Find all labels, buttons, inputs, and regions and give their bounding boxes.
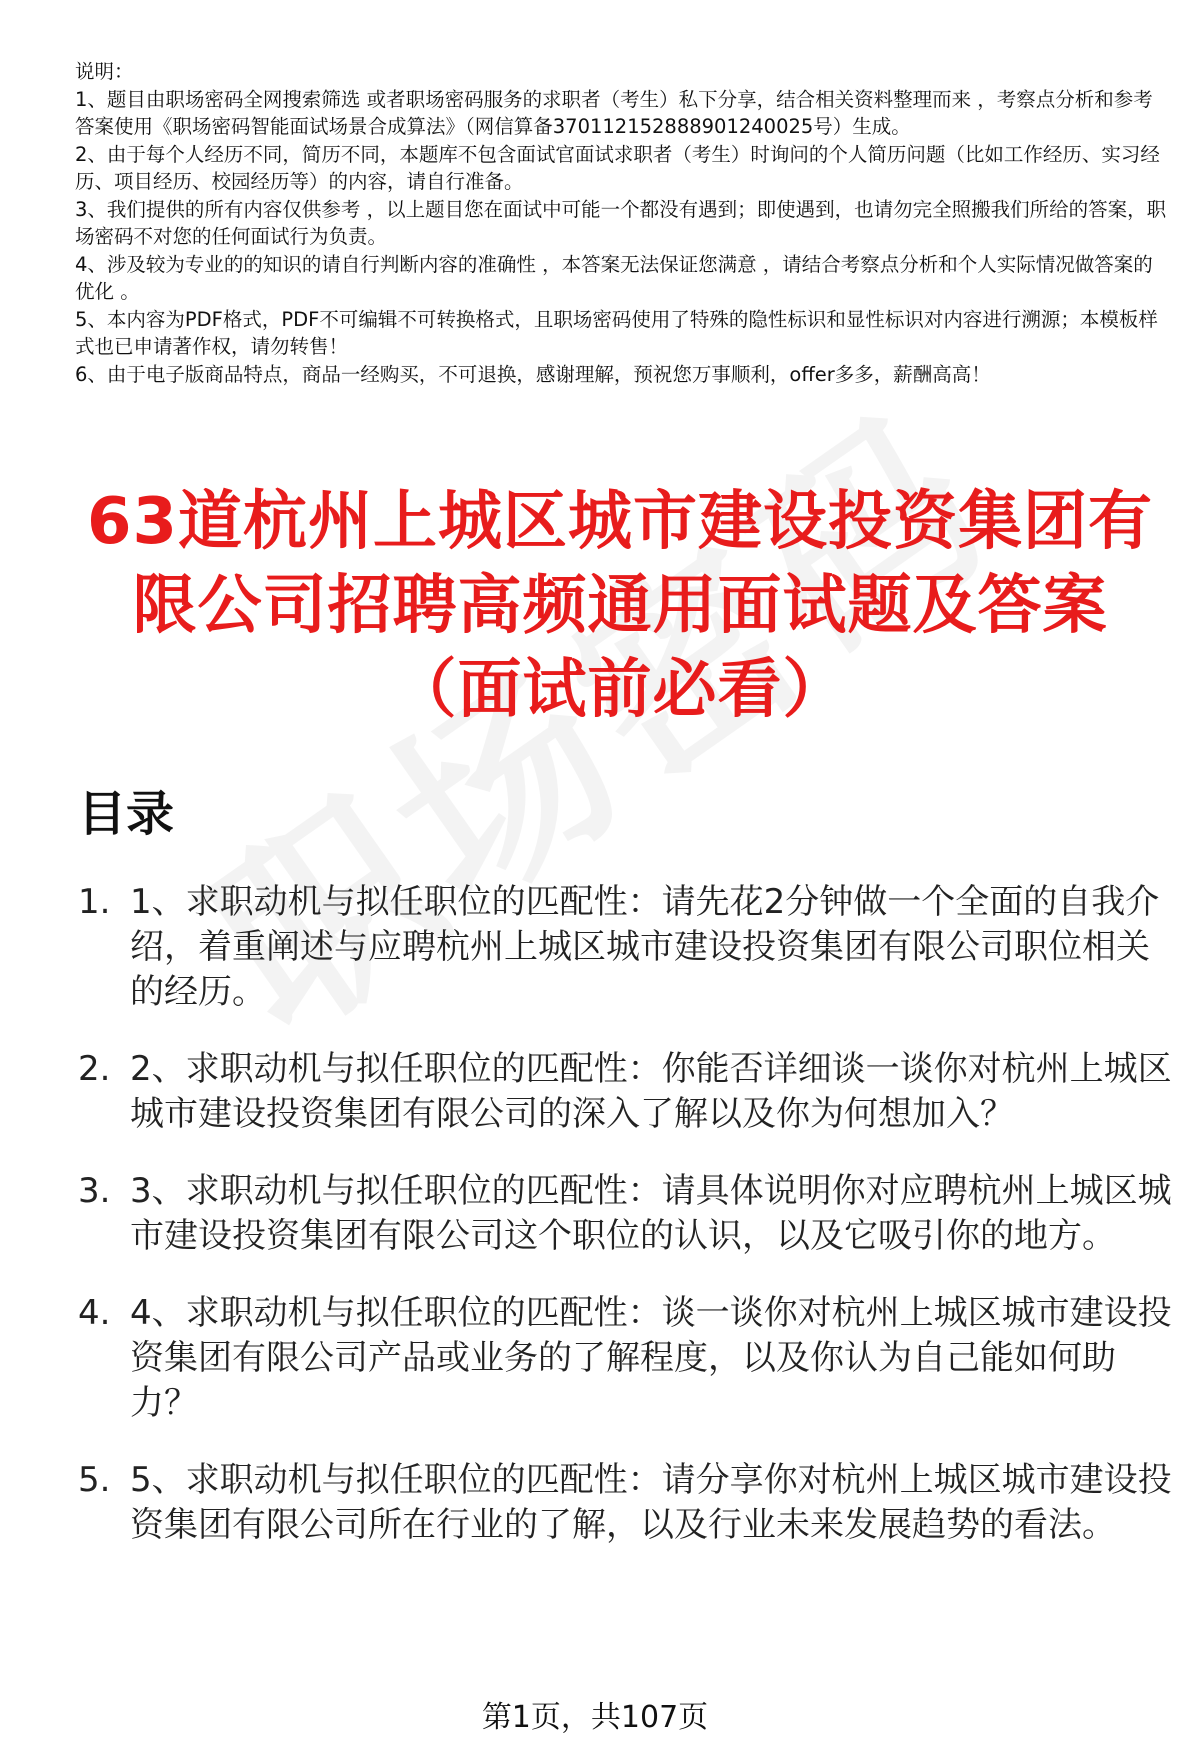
toc-item[interactable] xyxy=(78,880,1173,1015)
toc-item-text: 5、求职动机与拟任职位的匹配性：请分享你对杭州上城区城市建设投资集团有限公司所在行业的了解，以及行业未来发展趋势的看法。 xyxy=(130,1460,1172,1545)
page-number-footer: 第1页，共107页 xyxy=(481,1700,709,1735)
toc-item-number: 4. xyxy=(78,1293,111,1333)
toc-item-number: 1. xyxy=(78,882,111,922)
note-item: 5、本内容为PDF格式，PDF不可编辑不可转换格式，且职场密码使用了特殊的隐性标识和显性标识对内容进行溯源；本模板样式也已申请著作权，请勿转售！ xyxy=(75,307,1158,358)
toc-item[interactable] xyxy=(78,1458,1173,1548)
toc-item[interactable] xyxy=(78,1291,1173,1426)
toc-list xyxy=(78,880,1173,1580)
toc-item-text: 2、求职动机与拟任职位的匹配性：你能否详细谈一谈你对杭州上城区城市建设投资集团有限公司的深入了解以及你为何想加入？ xyxy=(130,1049,1172,1134)
note-item: 1、题目由职场密码全网搜索筛选 或者职场密码服务的求职者（考生）私下分享，结合相关资料整理而来 ，考察点分析和参考答案使用《职场密码智能面试场景合成算法》（网信算备370112152888901240025号）生成。 xyxy=(75,87,1153,138)
toc-item-number: 2. xyxy=(78,1049,111,1089)
toc-item-number: 3. xyxy=(78,1171,111,1211)
toc-item-number: 5. xyxy=(78,1460,111,1500)
note-item: 2、由于每个人经历不同，简历不同，本题库不包含面试官面试求职者（考生）时询问的个人简历问题（比如工作经历、实习经历、项目经历、校园经历等）的内容，请自行准备。 xyxy=(75,142,1160,193)
notes-heading: 说明： xyxy=(75,60,134,83)
toc-item[interactable] xyxy=(78,1047,1173,1137)
toc-item-text: 4、求职动机与拟任职位的匹配性：谈一谈你对杭州上城区城市建设投资集团有限公司产品或业务的了解程度，以及你认为自己能如何助力？ xyxy=(130,1293,1172,1423)
toc-item-text: 3、求职动机与拟任职位的匹配性：请具体说明你对应聘杭州上城区城市建设投资集团有限公司这个职位的认识，以及它吸引你的地方。 xyxy=(130,1171,1172,1256)
note-item: 3、我们提供的所有内容仅供参考 ，以上题目您在面试中可能一个都没有遇到；即使遇到，也请勿完全照搬我们所给的答案，职场密码不对您的任何面试行为负责。 xyxy=(75,197,1167,248)
toc-item[interactable] xyxy=(78,1169,1173,1259)
toc-item-text: 1、求职动机与拟任职位的匹配性：请先花2分钟做一个全面的自我介绍，着重阐述与应聘杭州上城区城市建设投资集团有限公司职位相关的经历。 xyxy=(130,882,1160,1012)
disclaimer-notes xyxy=(75,58,1170,388)
note-item: 4、涉及较为专业的的知识的请自行判断内容的准确性 ，本答案无法保证您满意 ，请结合考察点分析和个人实际情况做答案的优化 。 xyxy=(75,252,1153,303)
toc-heading: 目录 xyxy=(78,786,175,842)
note-item: 6、由于电子版商品特点，商品一经购买，不可退换，感谢理解，预祝您万事顺利，offer多多，薪酬高高！ xyxy=(75,362,991,386)
document-title: 63道杭州上城区城市建设投资集团有限公司招聘高频通用面试题及答案（面试前必看） xyxy=(86,485,1154,727)
